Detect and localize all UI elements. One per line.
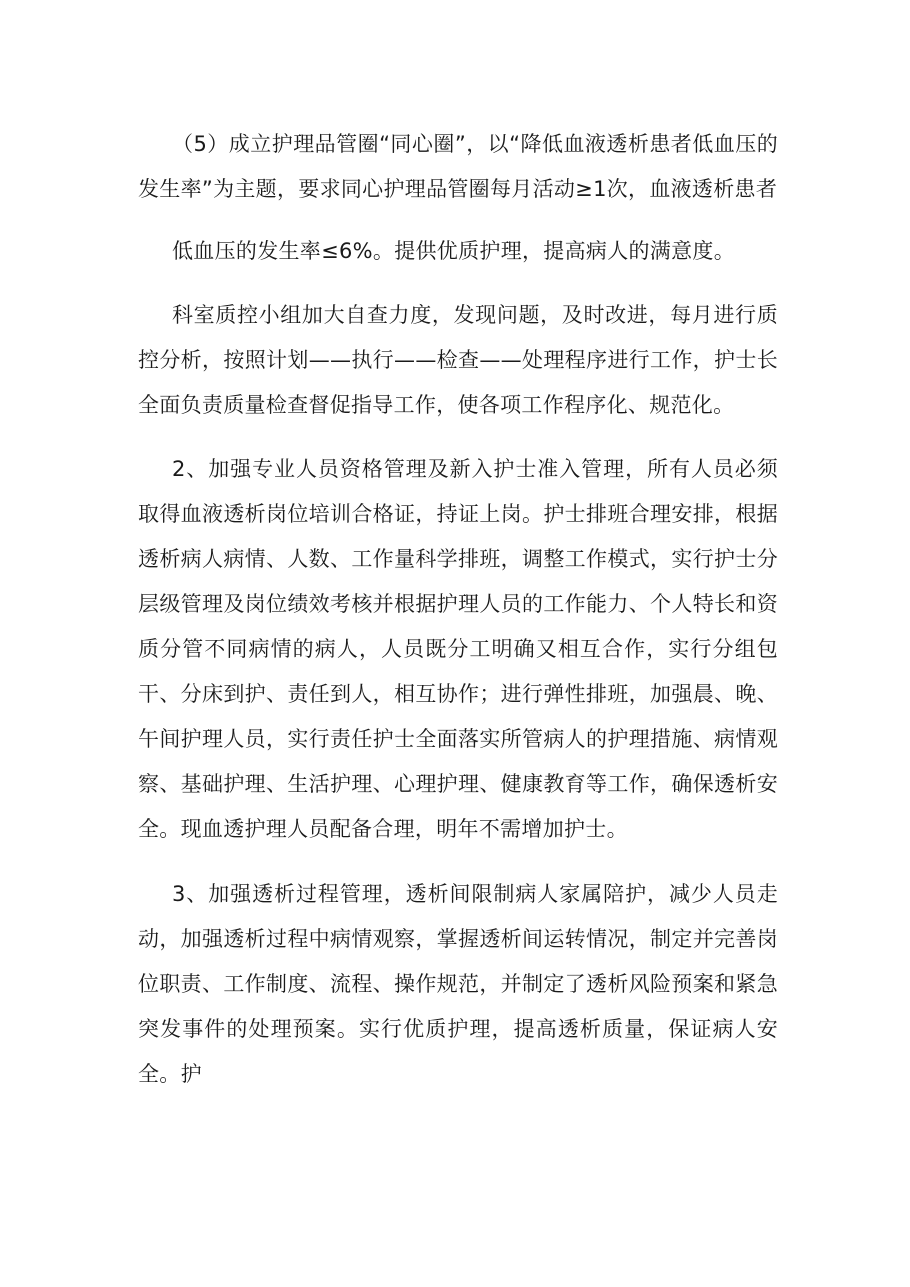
paragraph-quality-control: 科室质控小组加大自查力度，发现问题，及时改进，每月进行质控分析，按照计划——执行——检查——处理程序进行工作，护士长全面负责质量检查督促指导工作，使各项工作程序化、规范化。 [138, 303, 778, 417]
document-page [138, 122, 778, 1097]
paragraph-quality-circle: （5）成立护理品管圈“同心圈”，以“降低血液透析患者低血压的发生率”为主题，要求同心护理品管圈每月活动≥1次，血液透析患者 [138, 132, 778, 201]
paragraph-staff-management: 2、加强专业人员资格管理及新入护士准入管理，所有人员必须取得血液透析岗位培训合格证，持证上岗。护士排班合理安排，根据透析病人病情、人数、工作量科学排班，调整工作模式，实行护士分层级管理及岗位绩效考核并根据护理人员的工作能力、个人特长和资质分管不同病情的病人，人员既分工明确又相互合作，实行分组包干、分床到护、责任到人，相互协作；进行弹性排班，加强晨、晚、午间护理人员，实行责任护士全面落实所管病人的护理措施、病情观察、基础护理、生活护理、心理护理、健康教育等工作，确保透析安全。现血透护理人员配备合理，明年不需增加护士。 [138, 457, 778, 841]
paragraph-dialysis-process: 3、加强透析过程管理，透析间限制病人家属陪护，减少人员走动，加强透析过程中病情观察，掌握透析间运转情况，制定并完善岗位职责、工作制度、流程、操作规范，并制定了透析风险预案和紧急突发事件的处理预案。实行优质护理，提高透析质量，保证病人安全。护 [138, 882, 778, 1086]
paragraph-hypotension-rate: 低血压的发生率≤6%。提供优质护理，提高病人的满意度。 [172, 239, 736, 263]
